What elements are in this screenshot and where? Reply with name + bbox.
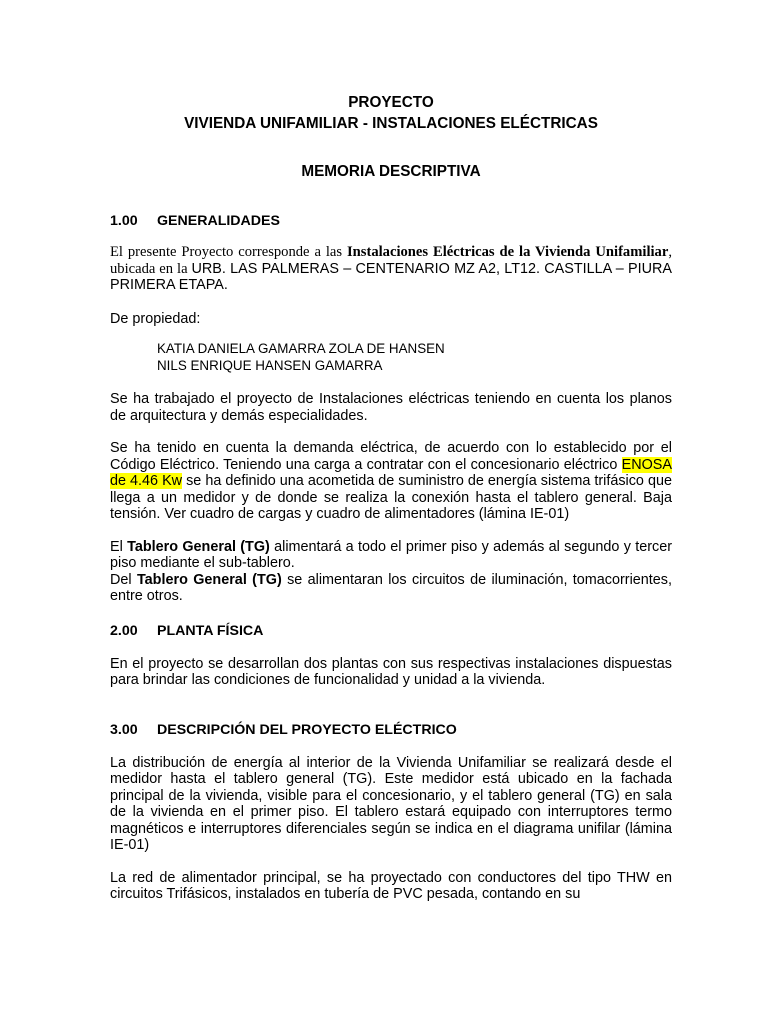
text-run-bold: Instalaciones Eléctricas de la Vivienda Unifamiliar: [347, 244, 669, 260]
section-1-paragraph-2: Se ha trabajado el proyecto de Instalaciones eléctricas teniendo en cuenta los planos de arquitectura y demás especialidades.: [110, 391, 672, 424]
owner-name: NILS ENRIQUE HANSEN GAMARRA: [157, 357, 383, 373]
title-block: [110, 93, 672, 182]
title-line-1: PROYECTO: [348, 94, 434, 111]
section-3-paragraph-1: La distribución de energía al interior de la Vivienda Unifamiliar se realizará desde el medidor hasta el tablero general (TG). Este medidor está ubicado en la fachada principal de la vivienda, visible para el concesionario, y el tablero general (TG) en sala de la vivienda en el primer piso. El tablero estará equipado con interruptores termo magnéticos e interruptores diferenciales según se indica en el diagrama unifilar (lámina IE-01): [110, 754, 672, 853]
text-run-bold: Tablero General (TG): [127, 538, 270, 555]
section-1-title: GENERALIDADES: [157, 213, 280, 229]
owners-label: De propiedad:: [110, 310, 201, 327]
section-3-number: 3.00: [110, 721, 138, 738]
title-line-3: MEMORIA DESCRIPTIVA: [301, 163, 481, 180]
section-3-title: DESCRIPCIÓN DEL PROYECTO ELÉCTRICO: [157, 721, 457, 738]
section-2-title: PLANTA FÍSICA: [157, 622, 264, 639]
section-1-paragraph-5: [110, 572, 672, 605]
text-run: Se ha tenido en cuenta la demanda eléctrica, de acuerdo con lo establecido por el Código Eléctrico. Teniendo una carga a contratar con el concesionario eléctrico: [110, 440, 672, 473]
text-run-bold: Tablero General (TG): [136, 571, 282, 588]
section-2-heading: [110, 622, 672, 640]
text-run: alimentará a todo el primer piso y además al segundo y tercer piso mediante el sub-tablero.: [110, 538, 672, 571]
section-1-paragraph-4: [110, 539, 672, 572]
owners-list: [110, 341, 672, 374]
owner-name: KATIA DANIELA GAMARRA ZOLA DE HANSEN: [157, 341, 445, 356]
section-1-paragraph-3: [110, 440, 672, 523]
section-2-paragraph-1: En el proyecto se desarrollan dos plantas con sus respectivas instalaciones dispuestas para brindar las condiciones de funcionalidad y unidad a la vivienda.: [110, 655, 672, 688]
title-line-2: VIVIENDA UNIFAMILIAR - INSTALACIONES ELÉCTRICAS: [184, 115, 598, 132]
section-1-heading: [110, 212, 672, 230]
text-run: se alimentaran los circuitos de iluminación, tomacorrientes, entre otros.: [110, 571, 672, 604]
text-run: El presente Proyecto corresponde a las: [110, 244, 347, 260]
section-1-paragraph-1: [110, 244, 672, 294]
section-3-paragraph-2: La red de alimentador principal, se ha proyectado con conductores del tipo THW en circuitos Trifásicos, instalados en tubería de PVC pesada, contando en su: [110, 869, 672, 902]
text-run: URB. LAS PALMERAS – CENTENARIO MZ A2, LT12. CASTILLA – PIURA PRIMERA ETAPA.: [110, 260, 672, 293]
text-run: , ubicada en la: [110, 244, 672, 277]
section-2-number: 2.00: [110, 622, 138, 639]
section-3-heading: [110, 721, 672, 739]
highlighted-text: ENOSA de 4.46 Kw: [110, 456, 672, 489]
text-run: Del: [110, 571, 137, 588]
section-1-number: 1.00: [110, 213, 138, 229]
text-run: El: [110, 538, 128, 555]
text-run: se ha definido una acometida de suministro de energía sistema trifásico que llega a un medidor y de donde se realiza la conexión hasta el tablero general. Baja tensión. Ver cuadro de cargas y cuadro de alimentadores (lámina IE-01): [110, 473, 672, 522]
